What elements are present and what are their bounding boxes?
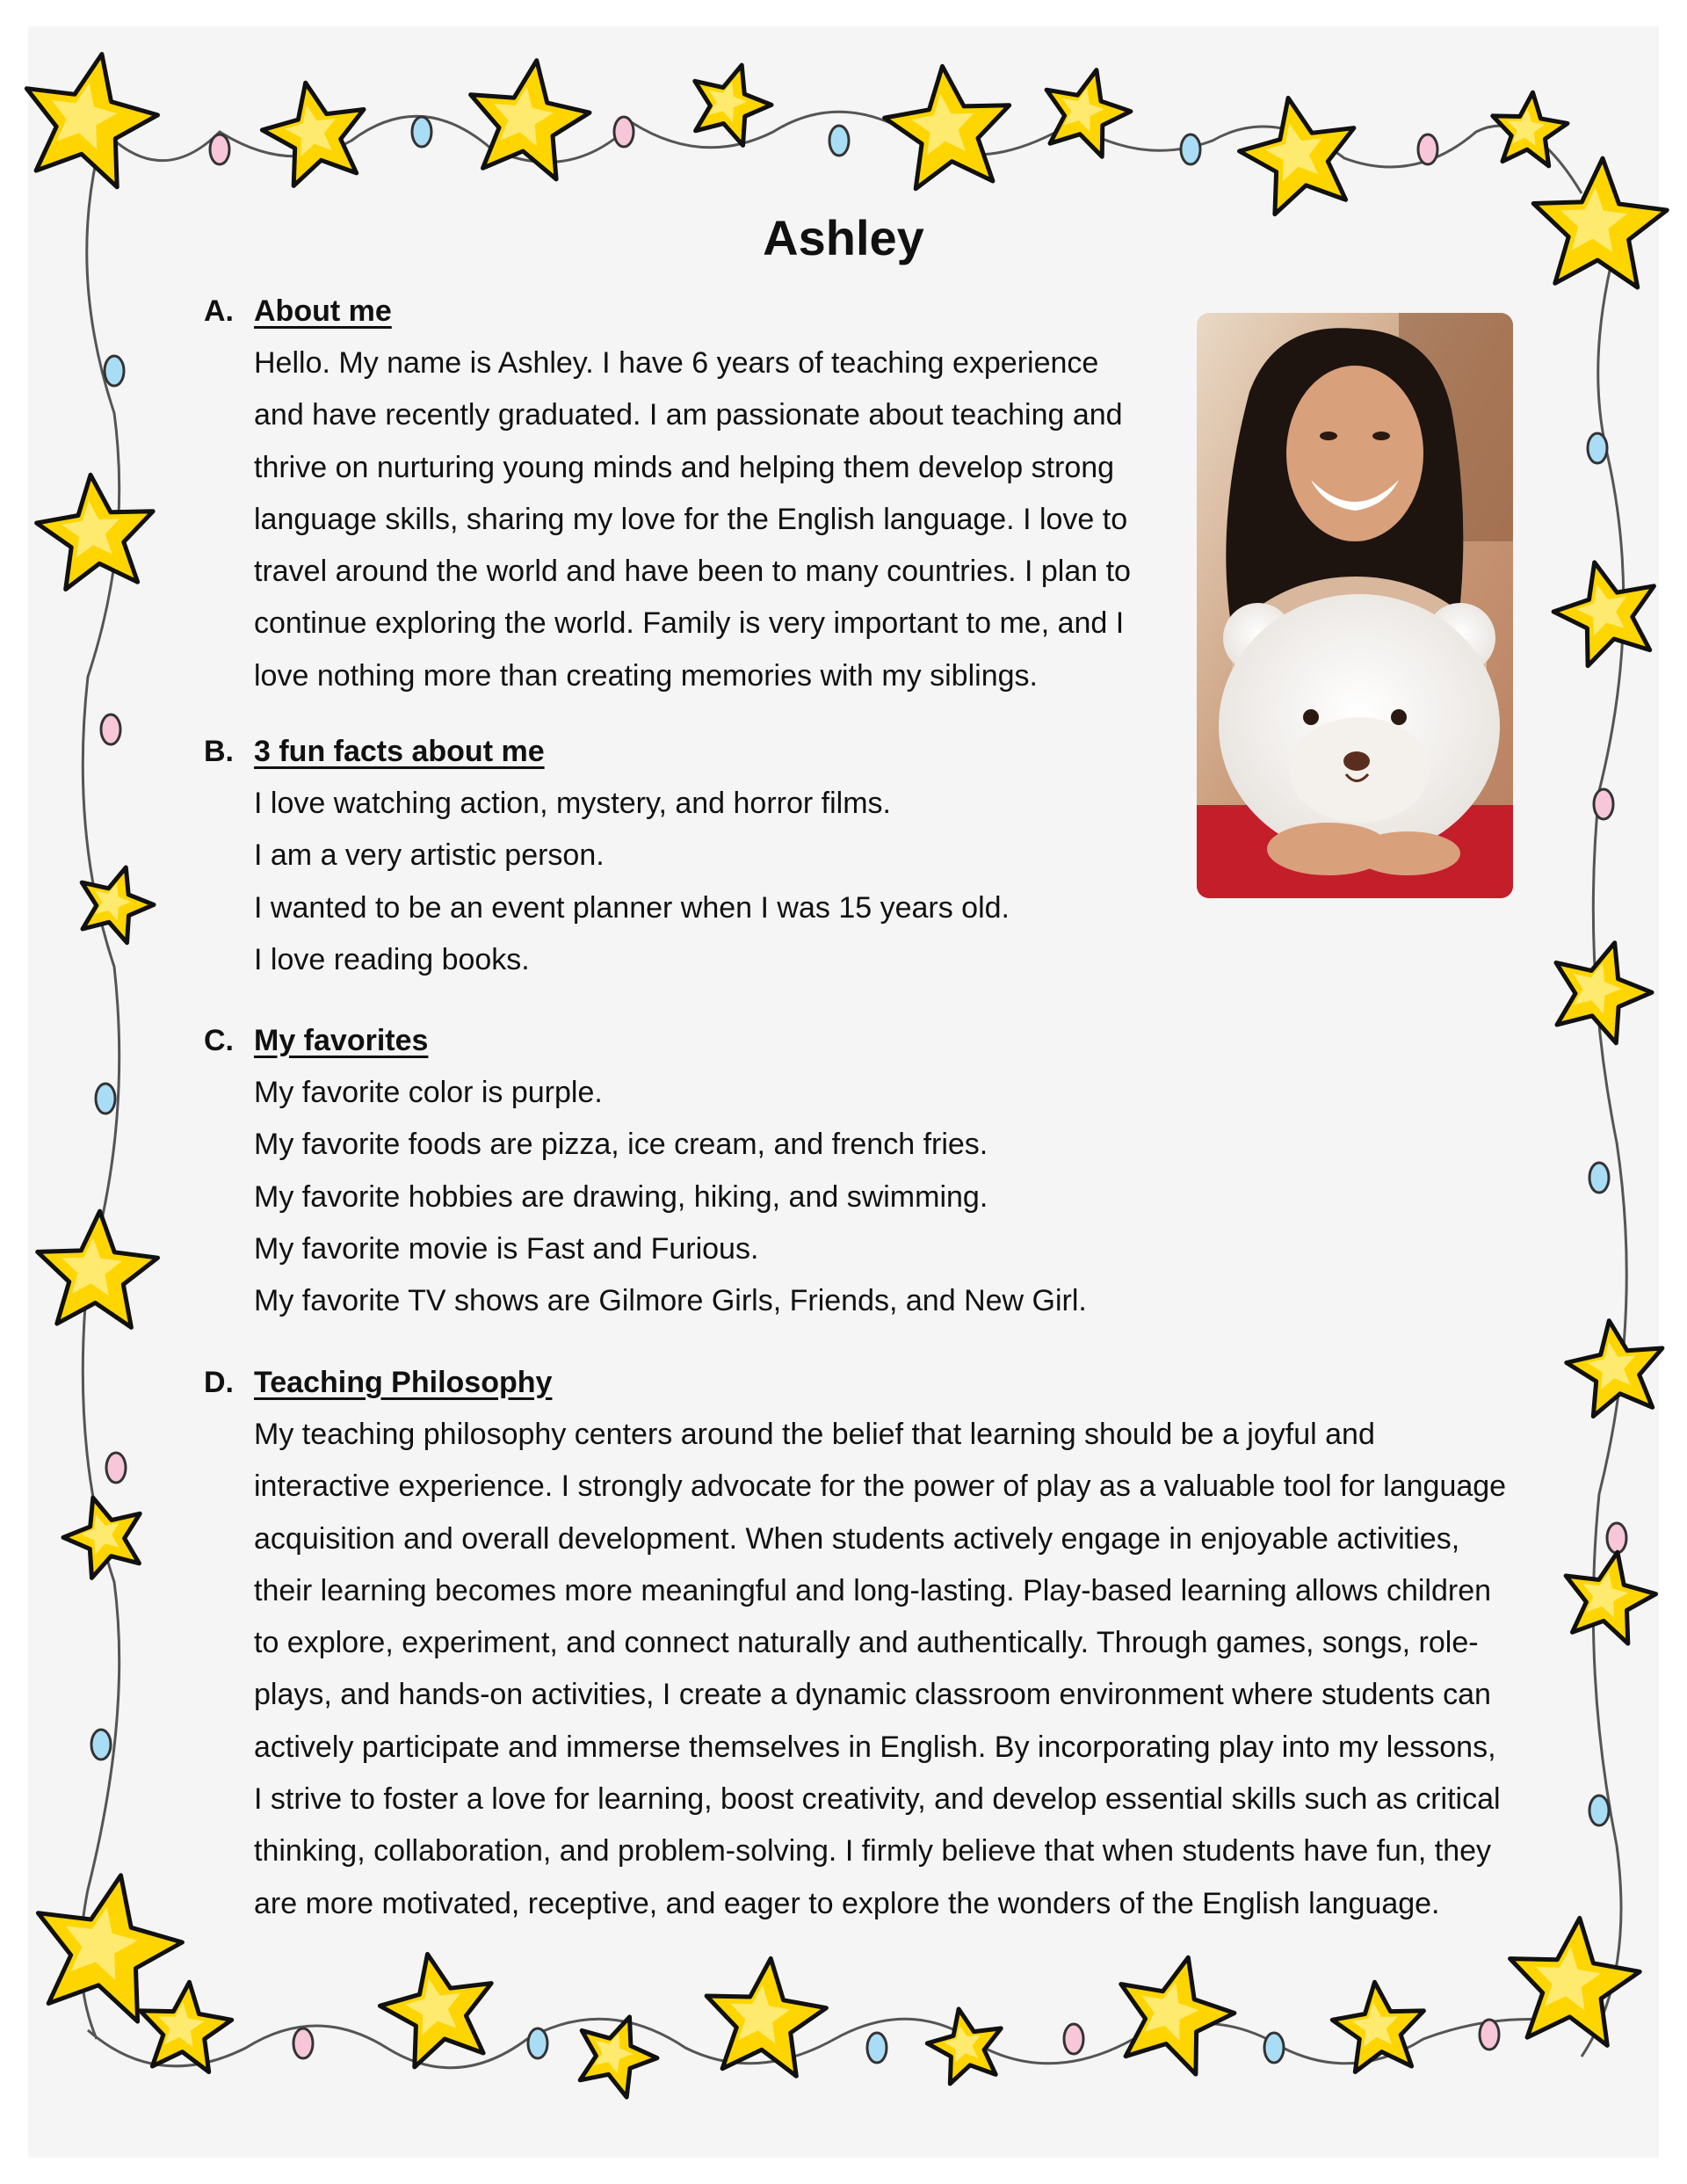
- body-line: acquisition and overall development. When students actively engage in enjoyable activities,: [254, 1521, 1460, 1556]
- bead-icon: [1607, 1523, 1626, 1553]
- section-fun-facts: [204, 725, 1170, 986]
- body-line: travel around the world and have been to many countries. I plan to: [254, 555, 1131, 589]
- bead-icon: [1418, 134, 1437, 164]
- bead-icon: [867, 2033, 887, 2063]
- bead-icon: [96, 1084, 115, 1114]
- bead-icon: [210, 134, 229, 164]
- bead-icon: [106, 1453, 126, 1483]
- body-line: continue exploring the world. Family is very important to me, and I: [254, 606, 1125, 641]
- body-line: I strive to foster a love for learning, boost creativity, and develop essential skills such as critical: [254, 1782, 1501, 1817]
- bead-icon: [412, 117, 431, 147]
- body-line: to explore, experiment, and connect naturally and authentically. Through games, songs, role-: [254, 1626, 1479, 1660]
- fact-line: I wanted to be an event planner when I was 15 years old.: [254, 890, 1010, 925]
- section-body: [204, 778, 1170, 986]
- bead-icon: [101, 715, 120, 744]
- bead-icon: [1588, 433, 1607, 463]
- body-line: are more motivated, receptive, and eager to explore the wonders of the English language.: [254, 1886, 1440, 1920]
- favorite-line: My favorite movie is Fast and Furious.: [254, 1231, 759, 1266]
- body-line: their learning becomes more meaningful and long-lasting. Play-based learning allows children: [254, 1573, 1492, 1607]
- fact-line: I love watching action, mystery, and horror films.: [254, 787, 891, 820]
- garland-wire: [1582, 211, 1626, 2057]
- fact-line: I love reading books.: [254, 942, 530, 976]
- body-line: thinking, collaboration, and problem-solving. I firmly believe that when students have fun, they: [254, 1834, 1492, 1868]
- bead-icon: [1589, 1163, 1609, 1193]
- body-line: actively participate and immerse themselves in English. By incorporating play into my lessons,: [254, 1730, 1496, 1764]
- bead-icon: [1064, 2024, 1083, 2054]
- section-favorites: [204, 1014, 1258, 1327]
- section-body: [204, 1067, 1258, 1327]
- favorite-line: My favorite foods are pizza, ice cream, and french fries.: [254, 1128, 988, 1162]
- section-heading: About me: [254, 294, 392, 328]
- section-body: [204, 337, 1162, 702]
- body-line: Hello. My name is Ashley. I have 6 years of teaching experience: [254, 346, 1099, 380]
- bead-icon: [1594, 789, 1613, 819]
- bead-icon: [293, 2028, 313, 2058]
- page-title: Ashley: [763, 210, 924, 265]
- body-line: thrive on nurturing young minds and helping them develop strong: [254, 450, 1115, 484]
- favorite-line: My favorite color is purple.: [254, 1076, 603, 1109]
- bead-icon: [614, 117, 634, 147]
- profile-photo: [1197, 313, 1513, 898]
- section-letter: C.: [204, 1023, 234, 1057]
- bead-icon: [1480, 2020, 1499, 2050]
- section-heading: My favorites: [254, 1023, 429, 1057]
- bead-icon: [1589, 1796, 1609, 1825]
- section-heading: 3 fun facts about me: [254, 734, 545, 768]
- section-letter: A.: [204, 294, 234, 328]
- bead-icon: [91, 1730, 111, 1760]
- section-teaching-philosophy: [204, 1356, 1539, 1930]
- fact-line: I am a very artistic person.: [254, 838, 605, 873]
- section-body: [204, 1409, 1539, 1930]
- body-line: plays, and hands-on activities, I create a dynamic classroom environment where students can: [254, 1678, 1491, 1712]
- bead-icon: [1264, 2033, 1284, 2063]
- body-line: interactive experience. I strongly advocate for the power of play as a valuable tool for language: [254, 1469, 1507, 1504]
- bead-icon: [105, 356, 124, 386]
- bead-icon: [528, 2028, 547, 2058]
- body-line: language skills, sharing my love for the English language. I love to: [254, 502, 1128, 536]
- body-line: My teaching philosophy centers around the belief that learning should be a joyful and: [254, 1418, 1375, 1451]
- section-letter: B.: [204, 734, 234, 768]
- section-heading: Teaching Philosophy: [254, 1365, 553, 1399]
- bead-icon: [1181, 134, 1200, 164]
- favorite-line: My favorite hobbies are drawing, hiking, and swimming.: [254, 1179, 988, 1214]
- body-line: and have recently graduated. I am passionate about teaching and: [254, 398, 1123, 432]
- body-line: love nothing more than creating memories with my siblings.: [254, 658, 1038, 693]
- favorite-line: My favorite TV shows are Gilmore Girls, Friends, and New Girl.: [254, 1284, 1087, 1318]
- section-about-me: [204, 285, 1162, 702]
- section-letter: D.: [204, 1365, 234, 1399]
- bead-icon: [829, 126, 849, 156]
